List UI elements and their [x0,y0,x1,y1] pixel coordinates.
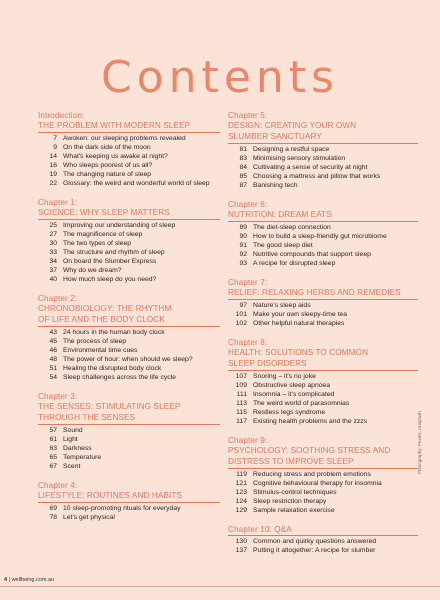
toc-chapter [38,111,220,188]
entry-title: Sound [63,427,83,434]
entry-title: Restless legs syndrome [253,409,326,416]
chapter-rule [228,221,418,222]
footer-site: wellbeing.com.au [11,577,55,583]
entry-page-number: 119 [236,471,247,478]
chapter-label: Chapter 6: [228,200,268,209]
toc-entry [228,145,418,154]
chapter-title: OF LIFE AND THE BODY CLOCK [38,315,165,324]
toc-chapter [38,481,220,522]
entry-page-number: 34 [49,258,57,265]
toc-entry [228,250,418,259]
entry-title: Minimising sensory stimulation [253,155,346,162]
chapter-title: PSYCHOLOGY: SOOTHING STRESS AND [228,446,391,455]
entry-page-number: 130 [235,538,247,545]
entry-title: Light [63,436,78,443]
toc-entry [38,143,220,152]
entry-title: How much sleep do you need? [63,276,157,283]
entry-page-number: 91 [239,242,247,249]
toc-entry [228,537,418,546]
toc-entry [228,417,418,426]
toc-entry [38,170,220,179]
entry-page-number: 65 [49,454,57,461]
entry-title: Environmental time cues [63,347,138,354]
entry-page-number: 93 [239,260,247,267]
entry-page-number: 33 [49,249,57,256]
chapter-title: NUTRITION: DREAM EATS [228,210,332,219]
chapter-rule [228,370,418,371]
toc-entry [38,328,220,337]
toc-entry [228,301,418,310]
entry-title: Designing a restful space [253,146,330,153]
entry-page-number: 90 [239,233,247,240]
entry-page-number: 101 [235,311,247,318]
entry-title: Sleep restriction therapy [253,498,327,505]
chapter-label: Introduction: [38,111,85,120]
chapter-title: SLEEP DISORDERS [228,359,307,368]
chapter-title: LIFESTYLE: ROUTINES AND HABITS [38,491,183,500]
toc-chapter [228,200,418,268]
footer-divider: | [8,577,11,583]
toc-entry [228,172,418,181]
chapter-rule [228,143,418,144]
entry-page-number: 27 [49,231,57,238]
entry-page-number: 84 [239,164,247,171]
chapter-title: SCIENCE: WHY SLEEP MATTERS [38,208,170,217]
chapter-title: HEALTH: SOLUTIONS TO COMMON [228,348,369,357]
toc-entry [228,232,418,241]
toc-entry [228,163,418,172]
entry-title: Glossary: the weird and wonderful world of sleep [63,180,210,187]
entry-page-number: 48 [49,356,57,363]
chapter-rule [228,299,418,300]
entry-title: The two types of sleep [63,240,132,247]
chapter-title: RELIEF: RELAXING HERBS AND REMEDIES [228,288,401,297]
entry-page-number: 85 [239,173,247,180]
entry-page-number: 46 [49,347,57,354]
entry-title: The changing nature of sleep [63,171,152,178]
photo-credit: Photography: Pexels, Unsplash [417,411,422,474]
toc-entry [228,381,418,390]
entry-page-number: 78 [49,514,57,521]
entry-title: The diet-sleep connection [253,224,331,231]
toc-entry [38,504,220,513]
entry-title: Awoken: our sleeping problems revealed [63,135,186,142]
entry-title: Who sleeps poorest of us all? [63,162,153,169]
toc-right-column [228,111,418,565]
chapter-label: Chapter 7: [228,278,268,287]
toc-entry [38,337,220,346]
toc-entry [228,479,418,488]
entry-title: On the dark side of the moon [63,144,151,151]
chapter-label: Chapter 10: Q&A [228,525,292,534]
toc-chapter [38,198,220,284]
entry-page-number: 30 [49,240,57,247]
entry-page-number: 16 [49,162,57,169]
entry-page-number: 111 [236,391,247,398]
page-title: Contents [101,52,339,103]
entry-page-number: 109 [235,382,247,389]
toc-entry [228,390,418,399]
entry-page-number: 7 [53,135,57,142]
entry-page-number: 37 [49,267,57,274]
toc-chapter [228,436,418,515]
toc-entry [38,373,220,382]
chapter-rule [38,219,220,220]
toc-entry [38,435,220,444]
entry-title: Banishing tech [253,182,298,189]
entry-title: Reducing stress and problem emotions [253,471,371,478]
entry-page-number: 115 [236,409,247,416]
toc-entry [38,161,220,170]
entry-page-number: 22 [49,180,57,187]
toc-left-column [38,111,220,532]
entry-title: Snoring – it's no joke [253,373,316,380]
entry-title: Cultivating a sense of security at night [253,164,368,171]
chapter-title: SLUMBER SANCTUARY [228,132,322,141]
toc-entry [228,506,418,515]
toc-entry [228,241,418,250]
toc-entry [38,444,220,453]
entry-page-number: 89 [239,224,247,231]
entry-page-number: 54 [49,374,57,381]
toc-entry [38,462,220,471]
entry-title: 10 sleep-promoting rituals for everyday [63,505,181,512]
chapter-title: CHRONOBIOLOGY: THE RHYTHM [38,304,172,313]
chapter-rule [38,502,220,503]
entry-page-number: 124 [235,498,247,505]
entry-page-number: 81 [239,146,247,153]
toc-entry [38,275,220,284]
toc-entry [228,408,418,417]
page-number: 4 [4,577,8,583]
toc-entry [228,181,418,190]
toc-entry [38,355,220,364]
entry-page-number: 43 [49,329,57,336]
toc-entry [228,399,418,408]
chapter-title: THROUGH THE SENSES [38,413,136,422]
chapter-title: DISTRESS TO IMPROVE SLEEP [228,457,354,466]
entry-page-number: 129 [235,507,247,514]
entry-title: Insomnia – it's complicated [253,391,335,398]
entry-title: Make your own sleepy-time tea [253,311,348,318]
toc-entry [228,310,418,319]
entry-page-number: 14 [49,153,57,160]
entry-title: Healing the disrupted body clock [63,365,162,372]
entry-title: Choosing a mattress and pillow that works [253,173,381,180]
entry-page-number: 57 [49,427,57,434]
entry-page-number: 92 [239,251,247,258]
entry-title: Other helpful natural therapies [253,320,345,327]
entry-title: Why do we dream? [63,267,122,274]
entry-page-number: 63 [49,445,57,452]
entry-title: The magnificence of sleep [63,231,143,238]
toc-entry [228,154,418,163]
entry-title: Let's get physical [63,514,115,521]
chapter-label: Chapter 4: [38,481,78,490]
entry-title: Temperature [63,454,102,461]
bottom-rule [0,586,440,587]
entry-title: Existing health problems and the zzzs [253,418,368,425]
chapter-rule [228,468,418,469]
toc-entry [38,364,220,373]
entry-title: 24 hours in the human body clock [63,329,165,336]
toc-entry [38,453,220,462]
entry-title: Obstructive sleep apnoea [253,382,331,389]
entry-title: Common and quirky questions answered [253,538,377,545]
entry-page-number: 69 [49,505,57,512]
entry-title: Nutritive compounds that support sleep [253,251,371,258]
entry-title: Improving our understanding of sleep [63,222,176,229]
entry-title: The structure and rhythm of sleep [63,249,165,256]
chapter-title: DESIGN: CREATING YOUR OWN [228,121,357,130]
chapter-rule [38,326,220,327]
entry-title: Sleep challenges across the life cycle [63,374,176,381]
chapter-title: THE SENSES: STIMULATING SLEEP [38,402,181,411]
toc-entry [38,346,220,355]
entry-page-number: 61 [49,436,57,443]
toc-entry [228,546,418,555]
chapter-rule [38,132,220,133]
toc-entry [38,248,220,257]
toc-entry [38,426,220,435]
entry-page-number: 67 [49,463,57,470]
toc-entry [228,319,418,328]
entry-page-number: 25 [49,222,57,229]
toc-chapter [228,278,418,328]
entry-title: Sample relaxation exercise [253,507,335,514]
entry-page-number: 121 [235,480,247,487]
toc-entry [38,513,220,522]
entry-title: The weird world of parasomnias [253,400,350,407]
entry-title: Nature's sleep aids [253,302,311,309]
toc-entry [228,372,418,381]
toc-entry [228,259,418,268]
chapter-label: Chapter 9: [228,436,268,445]
chapter-label: Chapter 3: [38,392,78,401]
entry-title: Cognitive behavioural therapy for insomnia [253,480,382,487]
toc-entry [228,497,418,506]
entry-title: Putting it altogether: A recipe for slumber [253,547,376,554]
entry-title: A recipe for disrupted sleep [253,260,336,267]
entry-page-number: 45 [49,338,57,345]
toc-entry [228,488,418,497]
entry-page-number: 40 [49,276,57,283]
toc-chapter [228,338,418,426]
toc-entry [38,152,220,161]
entry-page-number: 137 [235,547,247,554]
entry-page-number: 19 [49,171,57,178]
entry-page-number: 123 [235,489,247,496]
chapter-label: Chapter 2: [38,294,78,303]
entry-title: The process of sleep [63,338,127,345]
toc-entry [38,257,220,266]
entry-page-number: 51 [49,365,57,372]
page-footer [4,577,54,583]
chapter-label: Chapter 5: [228,111,268,120]
entry-page-number: 113 [236,400,247,407]
toc-entry [38,239,220,248]
entry-page-number: 87 [239,182,247,189]
chapter-rule [38,424,220,425]
chapter-label: Chapter 8: [228,338,268,347]
entry-title: How to build a sleep-friendly gut microbiome [253,233,387,240]
entry-page-number: 97 [239,302,247,309]
toc-chapter [38,392,220,471]
entry-title: What's keeping us awake at night? [63,153,168,160]
toc-entry [38,221,220,230]
toc-entry [228,223,418,232]
chapter-title: THE PROBLEM WITH MODERN SLEEP [38,121,191,130]
entry-page-number: 83 [239,155,247,162]
toc-chapter [38,294,220,382]
toc-entry [38,134,220,143]
toc-entry [38,230,220,239]
entry-page-number: 9 [53,144,57,151]
chapter-label: Chapter 1: [38,198,78,207]
toc-entry [228,470,418,479]
entry-title: On board the Slumber Express [63,258,157,265]
toc-entry [38,179,220,188]
entry-page-number: 102 [235,320,247,327]
toc-chapter [228,525,418,555]
entry-title: The good sleep diet [253,242,313,249]
entry-title: The power of hour: when should we sleep? [63,356,193,363]
entry-title: Scent [63,463,81,470]
entry-title: Darkness [63,445,92,452]
entry-title: Stimulus-control techniques [253,489,337,496]
chapter-rule [228,535,418,536]
toc-entry [38,266,220,275]
toc-chapter [228,111,418,190]
entry-page-number: 107 [235,373,247,380]
entry-page-number: 117 [236,418,247,425]
